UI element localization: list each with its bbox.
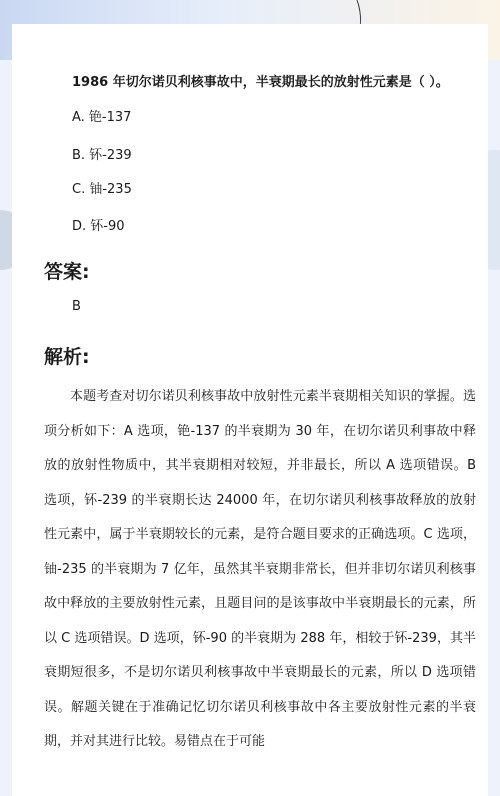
option-b: B. 钚-239 <box>72 148 132 163</box>
option-a: A. 铯-137 <box>72 110 132 125</box>
answer-heading: 答案: <box>44 261 90 283</box>
option-c: C. 铀-235 <box>72 182 132 197</box>
option-d: D. 钚-90 <box>72 219 125 234</box>
question-stem: 1986 年切尔诺贝利核事故中，半衰期最长的放射性元素是（ ）。 <box>72 75 449 90</box>
analysis-heading: 解析: <box>44 346 90 368</box>
content-card <box>12 24 488 796</box>
answer-value: B <box>72 299 81 314</box>
analysis-paragraph: 本题考查对切尔诺贝利核事故中放射性元素半衰期相关知识的掌握。选项分析如下：A 选项，铯-137 的半衰期为 30 年，在切尔诺贝利事故中释放的放射性物质中，其半衰期相对较短，并非最长，所以 A 选项错误。B 选项，钚-239 的半衰期长达 24000 年，在切尔诺贝利核事故释放的放射性元素中，属于半衰期较长的元素，是符合题目要求的正确选项。C 选项，铀-235 的半衰期为 7 亿年，虽然其半衰期非常长，但并非切尔诺贝利核事故中释放的主要放射性元素，且题目问的是该事故中半衰期最长的元素，所以 C 选项错误。D 选项，钚-90 的半衰期为 288 年，相较于钚-239，其半衰期短很多，不是切尔诺贝利核事故中半衰期最长的元素，所以 D 选项错误。解题关键在于准确记忆切尔诺贝利核事故中各主要放射性元素的半衰期，并对其进行比较。易错点在于可能 <box>44 389 476 749</box>
